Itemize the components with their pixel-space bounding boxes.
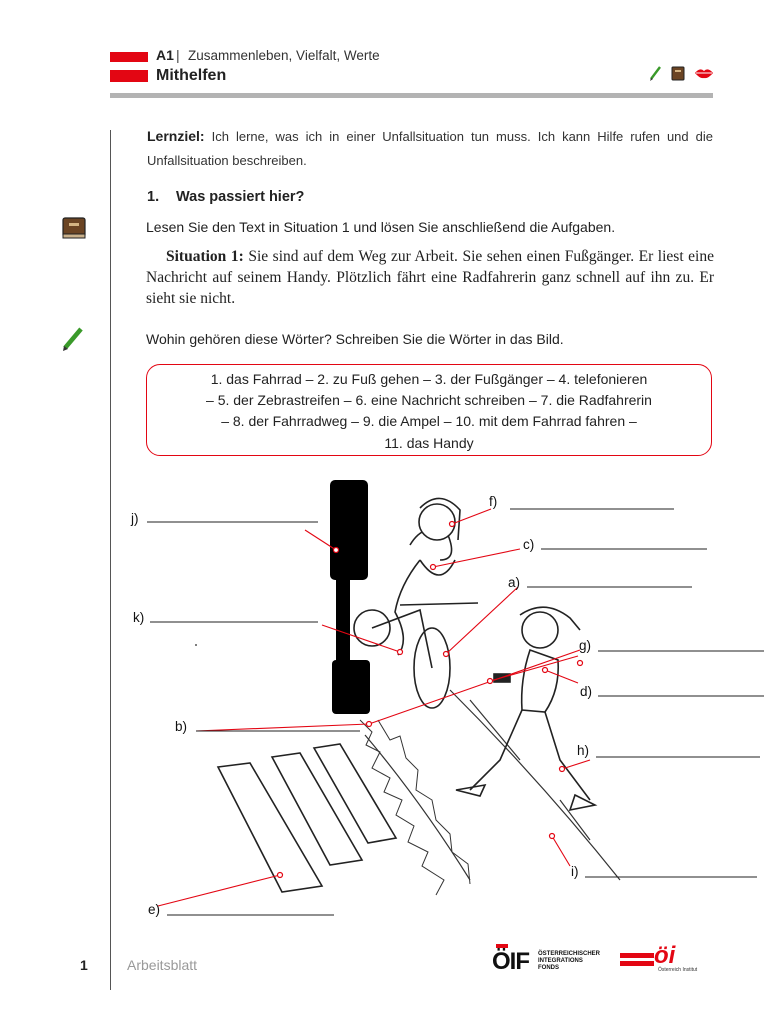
oif-line: INTEGRATIONS — [538, 958, 583, 964]
oei-logo-subtitle: Österreich Institut — [658, 967, 698, 973]
book-icon — [60, 214, 88, 242]
header-topic: Zusammenleben, Vielfalt, Werte — [188, 48, 380, 63]
pointer-dots — [278, 522, 583, 878]
pointer-lines — [158, 509, 593, 906]
label-c: c) — [523, 537, 535, 552]
oif-logo — [492, 944, 602, 976]
oei-logo-text: öi — [654, 942, 676, 969]
learning-goal — [147, 124, 713, 173]
traffic-light — [330, 480, 370, 714]
oif-line: ÖSTERREICHISCHER — [538, 951, 601, 957]
accident-scene-illustration — [0, 470, 768, 950]
oei-bar — [620, 953, 654, 958]
oei-bar — [620, 961, 654, 966]
situation-body: Sie sind auf dem Weg zur Arbeit. Sie sehen einen Fußgänger. Er liest eine Nachricht auf seinem Handy. Plötzlich fährt eine Radfahrerin ganz schnell auf ihn zu. Er sieht sie nicht. — [146, 248, 714, 307]
book-icon — [672, 67, 684, 80]
bike-path — [365, 690, 620, 880]
word-box-line: – 8. der Fahrradweg – 9. die Ampel – 10. mit dem Fahrrad fahren – — [221, 413, 637, 429]
header-icons — [648, 64, 714, 82]
label-g: g) — [579, 638, 592, 653]
header-red-bar-bottom — [110, 70, 148, 82]
section-number: 1. — [147, 189, 160, 205]
zebra-crossing — [218, 744, 396, 892]
oesterreich-institut-logo — [618, 942, 728, 976]
header-rule — [110, 93, 713, 98]
reading-instruction: Lesen Sie den Text in Situation 1 und lösen Sie anschließend die Aufgaben. — [146, 219, 616, 235]
situation-label: Situation 1: — [166, 248, 244, 265]
label-a: a) — [508, 575, 521, 590]
word-box — [146, 364, 712, 456]
situation-text — [146, 246, 714, 309]
word-box-line: – 5. der Zebrastreifen – 6. eine Nachricht schreiben – 7. die Radfahrerin — [206, 392, 652, 408]
header-separator: | — [176, 47, 180, 63]
oif-line: FONDS — [538, 965, 559, 971]
label-e: e) — [148, 902, 161, 917]
level-badge: A1 — [156, 47, 174, 63]
footer-label: Arbeitsblatt — [127, 957, 198, 973]
label-f: f) — [489, 494, 498, 509]
page-number: 1 — [80, 957, 88, 973]
word-box-line: 11. das Handy — [384, 435, 474, 451]
section-title: Was passiert hier? — [176, 189, 305, 205]
pencil-icon — [650, 67, 660, 81]
oif-logo-subtitle — [538, 951, 600, 972]
label-d: d) — [580, 684, 593, 699]
pencil-icon — [60, 325, 88, 353]
label-k: k) — [133, 610, 145, 625]
grass-strip — [360, 720, 470, 895]
lips-icon — [695, 69, 713, 78]
label-i: i) — [571, 864, 579, 879]
label-h: h) — [577, 743, 590, 758]
word-box-line: 1. das Fahrrad – 2. zu Fuß gehen – 3. der Fußgänger – 4. telefonieren — [210, 371, 648, 387]
label-j: j) — [131, 511, 139, 526]
oif-logo-text: ÖIF — [492, 948, 529, 975]
page-title: Mithelfen — [156, 67, 227, 84]
learning-goal-label: Lernziel: — [147, 128, 205, 144]
header-red-bar-top — [110, 52, 148, 62]
learning-goal-text: Ich lerne, was ich in einer Unfallsituation tun muss. Ich kann Hilfe rufen und die Unfallsituation beschreiben. — [147, 129, 713, 168]
cyclist — [354, 498, 478, 708]
label-b: b) — [175, 719, 188, 734]
task-instruction: Wohin gehören diese Wörter? Schreiben Sie die Wörter in das Bild. — [146, 331, 564, 347]
stray-dot — [195, 644, 197, 646]
